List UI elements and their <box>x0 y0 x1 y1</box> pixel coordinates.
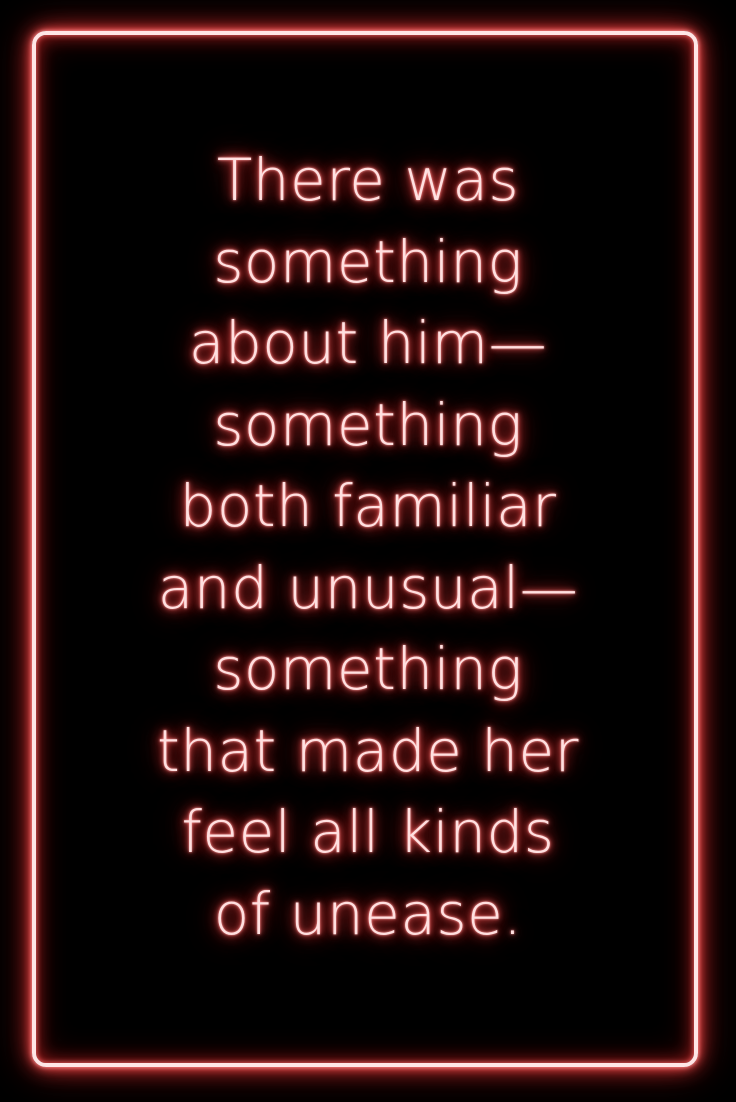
quote-line: of unease. <box>213 879 523 948</box>
quote-line: something <box>213 390 523 459</box>
quote-line: something <box>213 227 523 296</box>
quote-text <box>60 140 676 955</box>
quote-line: something <box>213 635 523 703</box>
quote-line: There was <box>216 146 520 214</box>
quote-line: that made her <box>157 716 579 785</box>
quote-line: feel all kinds <box>181 798 555 866</box>
quote-line: about him— <box>188 309 548 377</box>
quote-line: and unusual— <box>157 553 579 622</box>
quote-line: both familiar <box>179 472 557 540</box>
